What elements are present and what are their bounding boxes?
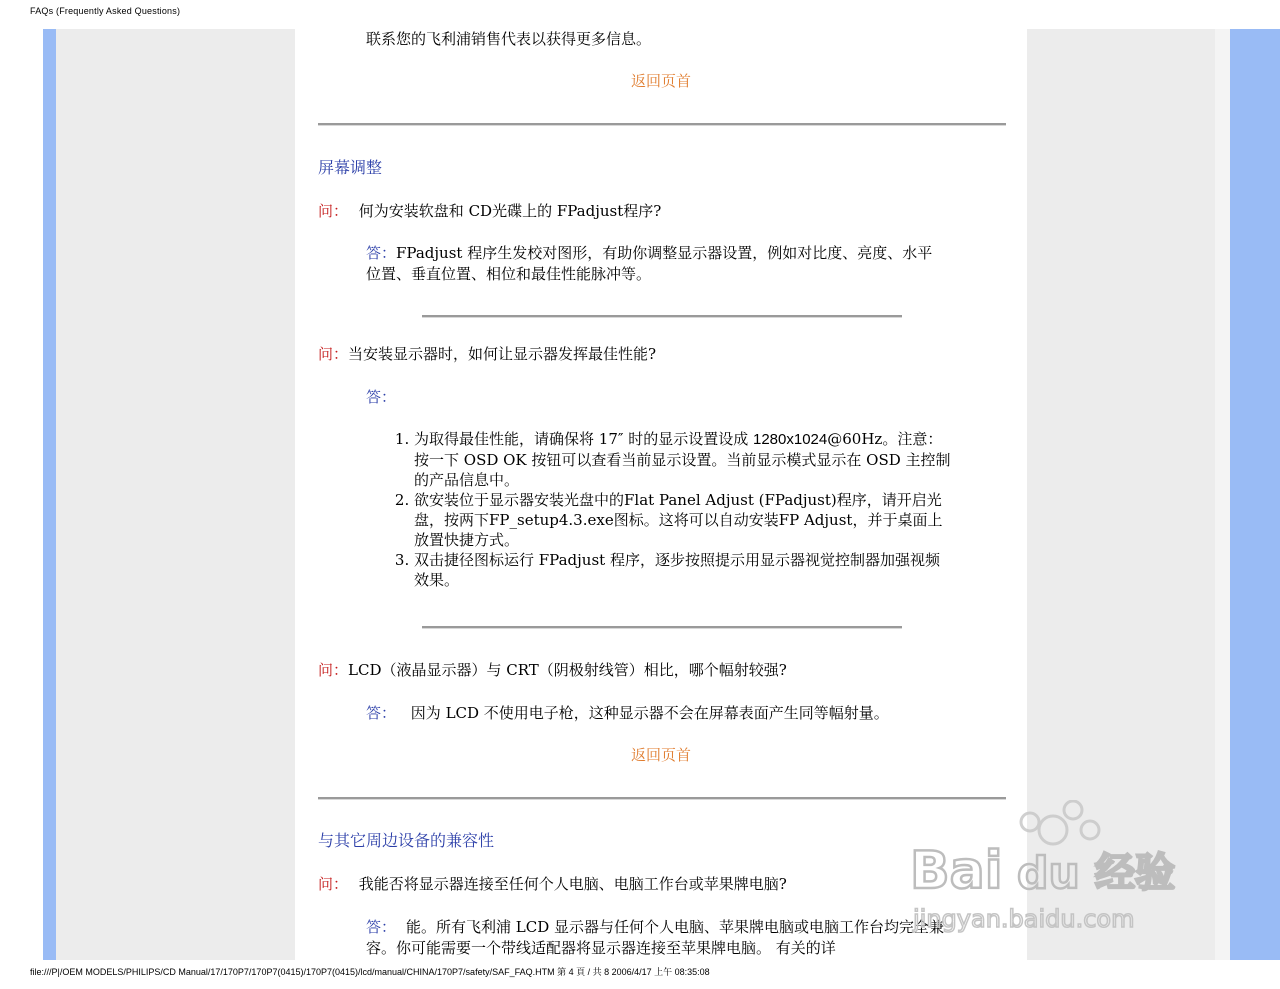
right-blue-margin [1230,29,1280,960]
back-to-top-link[interactable]: 返回页首 [631,72,692,90]
intro-text: 联系您的飞利浦销售代表以获得更多信息。 [366,30,652,48]
steps-list [394,429,954,590]
question-divider [422,626,902,629]
right-gray-margin [1027,29,1215,960]
watermark-brand: Bai [910,841,1003,901]
answer-fpadjust [366,243,946,285]
step-3: 3. 双击捷径图标运行 FPadjust 程序，逐步按照提示用显示器视觉控制器加强视频效果。 [414,550,954,590]
question-best-performance [318,344,656,364]
question-text: 当安装显示器时，如何让显示器发挥最佳性能? [348,345,657,363]
question-label: 问： [318,661,349,679]
right-margin-gap [1215,29,1230,960]
answer-label: 答： [366,704,397,722]
question-compatibility [318,874,787,894]
answer-compatibility [366,917,956,959]
section-divider [318,797,1006,800]
section-title-screen-adjust: 屏幕调整 [318,158,383,177]
question-label: 问： [318,202,349,220]
answer-label: 答： [366,388,397,406]
left-gray-margin [56,29,295,960]
answer-label: 答： [366,918,397,936]
step-2: 2. 欲安装位于显示器安装光盘中的Flat Panel Adjust (FPadjust)程序，请开启光盘，按两下FP_setup4.3.exe图标。这将可以自动安装FP Adjust，并于桌面上放置快捷方式。 [414,490,954,550]
print-header: FAQs (Frequently Asked Questions) [30,6,181,16]
question-text: 我能否将显示器连接至任何个人电脑、电脑工作台或苹果牌电脑? [358,875,787,893]
answer-text: FPadjust 程序生发校对图形，有助你调整显示器设置，例如对比度、亮度、水平位置、垂直位置、相位和最佳性能脉冲等。 [366,244,933,283]
section-divider [318,123,1006,126]
question-label: 问： [318,345,349,363]
answer-text: 能。所有飞利浦 LCD 显示器与任何个人电脑、苹果牌电脑或电脑工作台均完全兼容。你可能需要一个带线适配器将显示器连接至苹果牌电脑。 有关的详 [366,918,945,957]
question-text: LCD（液晶显示器）与 CRT（阴极射线管）相比，哪个幅射较强? [348,661,787,679]
question-radiation [318,660,787,680]
answer-radiation [366,703,889,723]
answer-steps [394,429,954,590]
question-fpadjust [318,201,661,221]
question-text: 何为安装软盘和 CD光碟上的 FPadjust程序? [358,202,662,220]
left-blue-margin [43,29,56,960]
step-1: 1. 为取得最佳性能，请确保将 17″ 时的显示设置设成 1280x1024@60Hz。注意：按一下 OSD OK 按钮可以查看当前显示设置。当前显示模式显示在 OSD 主控制的产品信息中。 [414,429,954,490]
answer-label: 答： [366,244,397,262]
question-label: 问： [318,875,349,893]
faq-content [295,29,1027,960]
answer-text: 因为 LCD 不使用电子枪，这种显示器不会在屏幕表面产生同等幅射量。 [410,704,889,722]
watermark-url: jingyan.baidu.com [913,905,1135,933]
back-to-top-link[interactable]: 返回页首 [631,746,692,764]
print-footer: file:///P|/OEM MODELS/PHILIPS/CD Manual/17/170P7/170P7(0415)/170P7(0415)/lcd/manual/CHINA/170P7/safety/SAF_FAQ.HTM 第 4 頁 / 共 8 2006/4/17 上午 08:35:08 [30,967,710,977]
watermark-brand-du: du [1017,848,1080,899]
question-divider [422,315,902,318]
section-title-compatibility: 与其它周边设备的兼容性 [318,831,495,850]
watermark-cn: 经验 [1095,850,1175,896]
